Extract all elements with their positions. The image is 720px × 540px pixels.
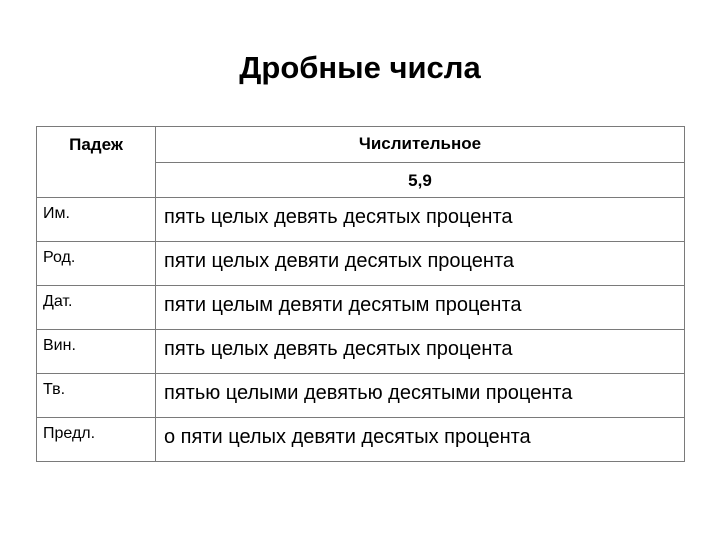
case-cell: Предл.	[37, 418, 156, 462]
declension-table	[36, 126, 685, 462]
form-cell: пяти целым девяти десятым процента	[156, 286, 685, 330]
form-cell: пятью целыми девятью десятыми процента	[156, 374, 685, 418]
form-cell: пять целых девять десятых процента	[156, 330, 685, 374]
header-value: 5,9	[156, 163, 685, 198]
form-cell: пять целых девять десятых процента	[156, 198, 685, 242]
header-case: Падеж	[37, 127, 156, 198]
table-row	[37, 374, 685, 418]
table-row	[37, 286, 685, 330]
table-row	[37, 330, 685, 374]
case-cell: Дат.	[37, 286, 156, 330]
case-cell: Род.	[37, 242, 156, 286]
table-row	[37, 242, 685, 286]
form-cell: пяти целых девяти десятых процента	[156, 242, 685, 286]
table-header-row	[37, 127, 685, 163]
case-cell: Им.	[37, 198, 156, 242]
page-title: Дробные числа	[239, 50, 481, 85]
case-cell: Вин.	[37, 330, 156, 374]
form-cell: о пяти целых девяти десятых процента	[156, 418, 685, 462]
table-row	[37, 418, 685, 462]
case-cell: Тв.	[37, 374, 156, 418]
header-numeral: Числительное	[156, 127, 685, 163]
table-row	[37, 198, 685, 242]
